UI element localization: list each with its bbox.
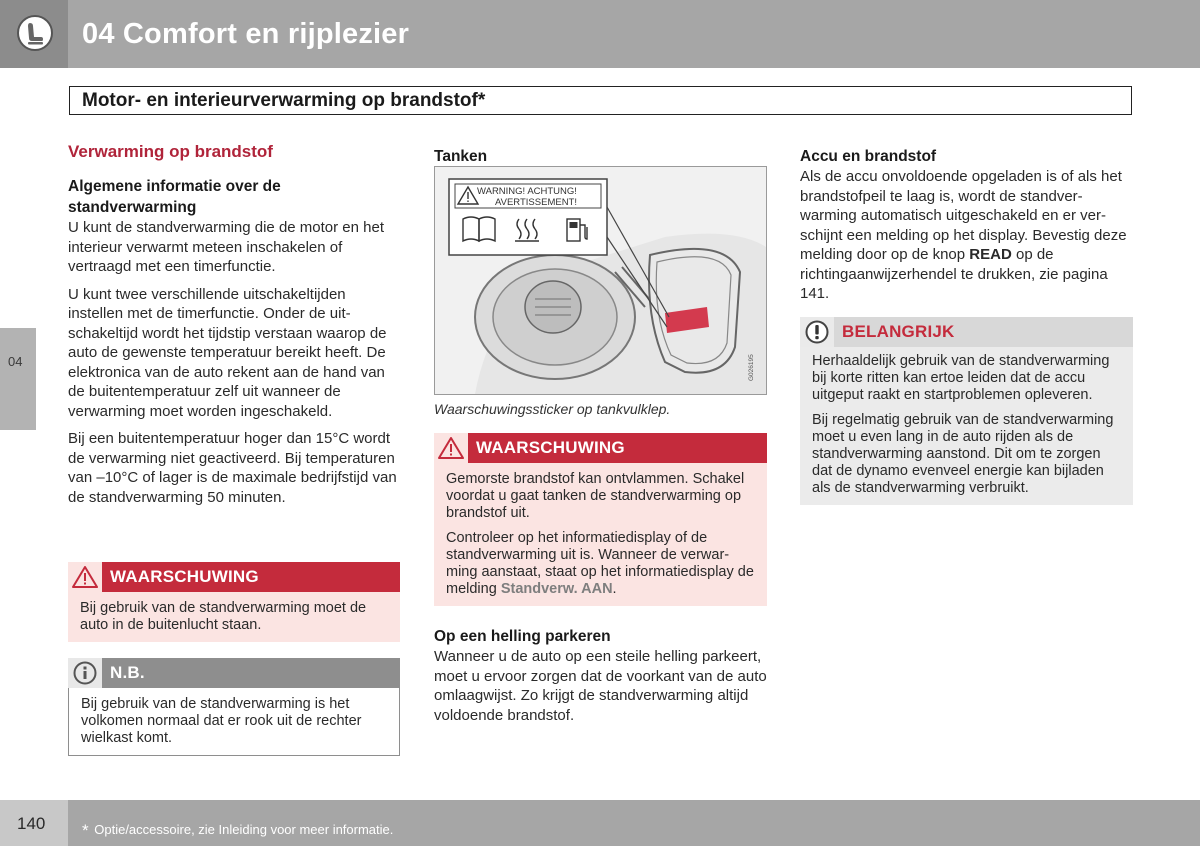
slope-section <box>434 626 767 733</box>
note-label: N.B. <box>110 663 145 682</box>
warning-text: Controleer op het informatiedisplay of de standverwarming uit is. Wanneer de verwarming aanstaat, staat op het informatiedisplay de melding Standverw. AAN. <box>446 530 754 597</box>
sticker-text-2: AVERTISSEMENT! <box>495 197 577 208</box>
subheading-general-info: Algemene informatie over de standverwarming <box>68 178 281 216</box>
section-title: Motor- en interieurverwarming op brandstof* <box>82 90 486 111</box>
warning-label: WAARSCHUWING <box>476 438 625 457</box>
note-box-smoke <box>68 658 400 756</box>
footnote-text: Optie/accessoire, zie Inleiding voor meer informatie. <box>94 822 394 837</box>
chapter-title: 04 Comfort en rijplezier <box>82 18 410 50</box>
warning-text: Gemorste brandstof kan ontvlammen. Schakel voordat u gaat tanken de standverwarming op brandstof uit. <box>446 471 745 521</box>
warning-triangle-icon <box>72 565 98 589</box>
note-text: Bij gebruik van de standverwarming is het volkomen normaal dat er rook uit de rechter wielkast komt. <box>81 696 362 746</box>
paragraph: Wanneer u de auto op een steile helling parkeert, moet u ervoor zorgen dat de voorkant van de auto omlaagwijst. Zo krijgt de standverwarming altijd voldoende brandstof. <box>434 648 767 724</box>
figure-code: G026195 <box>748 354 755 381</box>
chapter-side-tab <box>0 328 36 430</box>
paragraph: U kunt de standverwarming die de motor en het interieur verwarmt meteen inschakelen of vertraagd met een timerfunctie. <box>68 219 385 275</box>
read-button-label: READ <box>969 246 1012 263</box>
display-message: Standverw. AAN <box>500 581 613 597</box>
warning-text: Bij gebruik van de standverwarming moet de auto in de buitenlucht staan. <box>80 600 367 633</box>
subheading-slope-parking: Op een helling parkeren <box>434 628 611 645</box>
paragraph: Bij een buitentemperatuur hoger dan 15°C wordt de verwarming niet geactiveerd. Bij temperaturen van –10°C of lager is de maximale bedrijfstijd van de standverwarming 50 minuten. <box>68 430 397 506</box>
seat-icon <box>16 14 54 52</box>
heading-tanken: Tanken <box>434 148 488 165</box>
exclamation-icon <box>804 320 830 344</box>
page-number-box <box>0 800 68 846</box>
heading-heater-fuel: Verwarming op brandstof <box>68 142 273 161</box>
warning-label: WAARSCHUWING <box>110 567 259 586</box>
battery-section <box>800 146 1133 312</box>
paragraph: U kunt twee verschillende uitschakeltijden instellen met de timerfunctie. Onder de uitschakeltijd wordt het tijdstip verstaan waarop de auto de gewenste temperatuur bereikt heeft. De elektronica van de auto rekent aan de hand van de buitentemperatuur zelf uit wanneer de verwarming moet worden ingeschakeld. <box>68 285 387 420</box>
fuel-flap-illustration <box>435 167 766 394</box>
important-text: Herhaaldelijk gebruik van de standverwarming bij korte ritten kan ertoe leiden dat de accu uitgeput raakt en startproblemen opleveren. <box>812 353 1110 403</box>
sticker-text-1: WARNING! ACHTUNG! <box>477 186 577 197</box>
important-label: BELANGRIJK <box>842 322 955 341</box>
heading-battery-fuel: Accu en brandstof <box>800 148 937 165</box>
footnote-star: * <box>82 821 89 840</box>
figure-caption: Waarschuwingssticker op tankvulklep. <box>434 401 671 417</box>
warning-box-fuel <box>434 433 767 606</box>
fuel-flap-figure <box>434 166 767 395</box>
warning-triangle-icon <box>438 436 464 460</box>
important-text: Bij regelmatig gebruik van de standverwarming moet u even lang in de auto rijden als de standverwarming aanstond. Dit om te zorgen dat de dynamo evenveel energie kan bijladen als de standverwarming verbruikt. <box>812 412 1114 496</box>
paragraph: Als de accu onvoldoende opgeladen is of als het brandstofpeil te laag is, wordt de standverwarming automatisch uitgeschakeld en er verschijnt een melding op het display. Bevestig deze melding door op de knop READ op de richtingaanwijzerhendel te drukken, zie pagina 141. <box>800 168 1127 302</box>
section-title-box <box>69 86 1132 115</box>
important-box <box>800 317 1133 505</box>
info-icon <box>72 661 98 685</box>
page-number: 140 <box>17 814 46 833</box>
chapter-side-label: 04 <box>8 354 23 369</box>
column-left <box>68 142 400 515</box>
warning-box-outdoor <box>68 562 400 642</box>
footer-note <box>82 819 393 839</box>
